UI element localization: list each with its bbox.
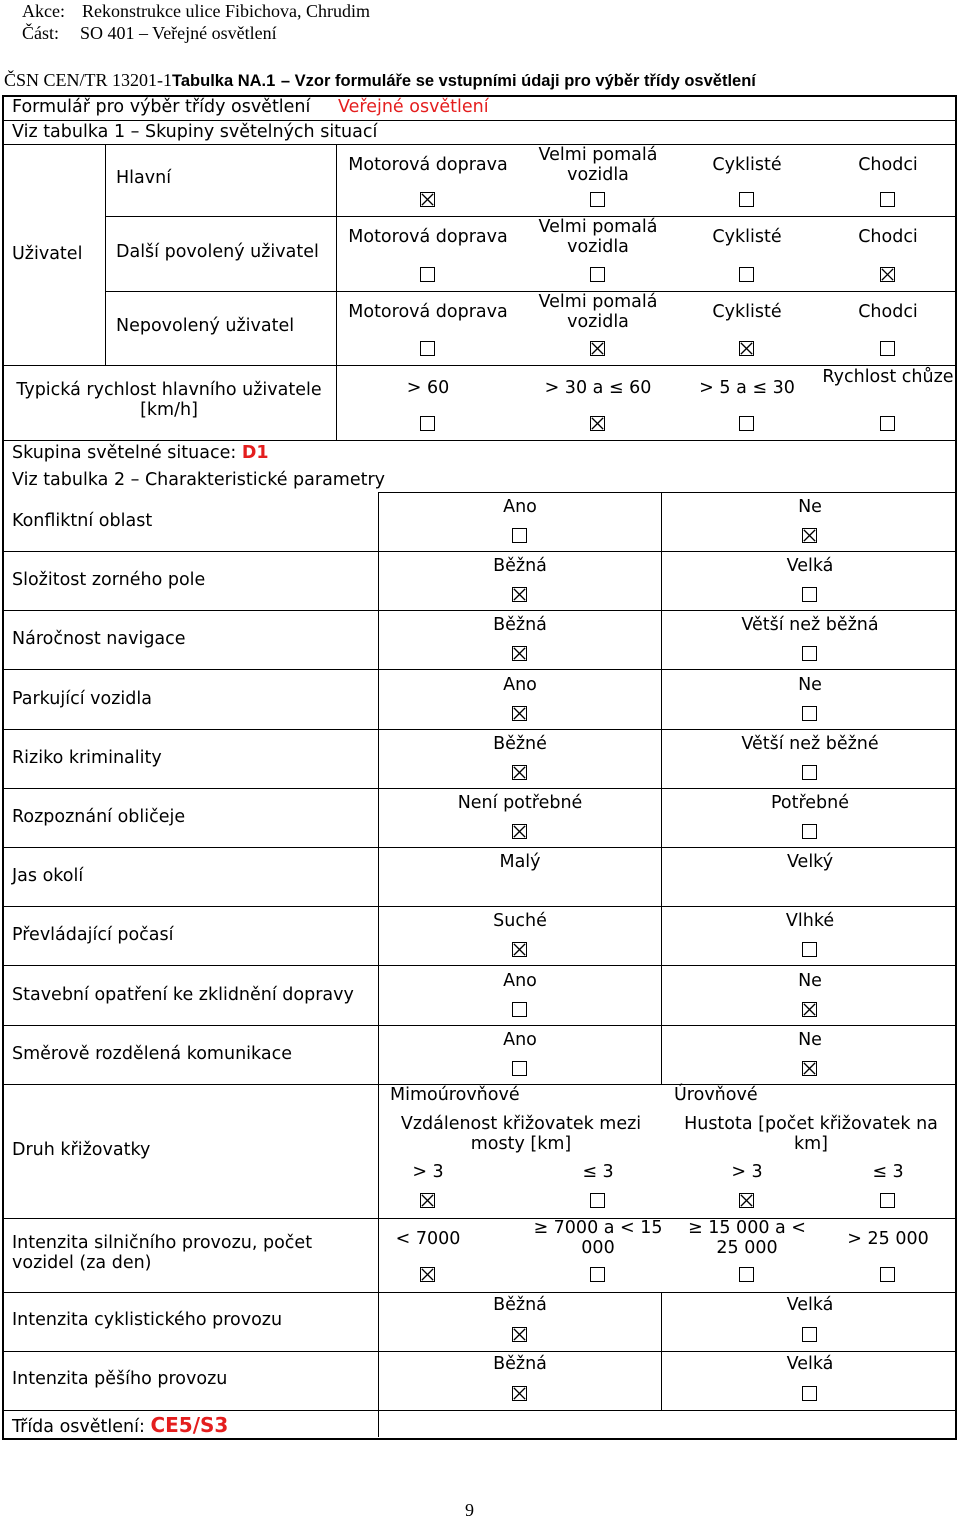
user-col-label: Motorová doprava: [348, 155, 508, 175]
standard-heading: [4, 70, 756, 91]
pedestrians-checkbox-a[interactable]: [512, 1386, 527, 1401]
form-value: Veřejné osvětlení: [338, 97, 489, 117]
param-option-a: Ano: [503, 674, 537, 695]
param-label: Náročnost navigace: [12, 629, 186, 650]
user-col-label: Motorová doprava: [348, 302, 508, 322]
crossing-checkbox[interactable]: [880, 1193, 895, 1208]
user-col-label: Cyklisté: [712, 155, 782, 175]
traffic-option: > 25 000: [847, 1229, 929, 1249]
param-option-b: Ne: [798, 970, 822, 991]
param-checkbox-b[interactable]: [802, 942, 817, 957]
user-checkbox[interactable]: [420, 267, 435, 282]
traffic-checkbox[interactable]: [590, 1267, 605, 1282]
param-checkbox-a[interactable]: [512, 1002, 527, 1017]
param-checkbox-b[interactable]: [802, 646, 817, 661]
page-number: 9: [465, 1500, 474, 1520]
crossing-option: ≤ 3: [872, 1162, 904, 1182]
pedestrians-checkbox-b[interactable]: [802, 1386, 817, 1401]
param-option-b: Velký: [786, 852, 834, 873]
param-option-a: Běžné: [493, 733, 547, 754]
table1-ref: Viz tabulka 1 – Skupiny světelných situací: [12, 122, 378, 142]
param-checkbox-b[interactable]: [802, 587, 817, 602]
param-checkbox-b[interactable]: [802, 706, 817, 721]
standard-code: ČSN CEN/TR 13201-1: [4, 70, 173, 90]
situation-label: Skupina světelné situace:: [12, 443, 237, 463]
param-checkbox-a[interactable]: [512, 1061, 527, 1076]
user-col-label: Cyklisté: [712, 302, 782, 322]
param-label: Rozpoznání obličeje: [12, 807, 186, 827]
cyclists-checkbox-b[interactable]: [802, 1327, 817, 1342]
param-option-a: Suché: [493, 911, 547, 932]
user-col-label: Velmi pomalá vozidla: [538, 145, 658, 186]
standard-title: – Vzor formuláře se vstupními údaji pro výběr třídy osvětlení: [280, 72, 756, 90]
crossings-label: Druh křižovatky: [12, 1140, 151, 1160]
param-checkbox-a[interactable]: [512, 942, 527, 957]
crossings-type-b: Úrovňové: [674, 1085, 758, 1105]
speed-checkbox[interactable]: [590, 416, 605, 431]
param-label: Směrově rozdělená komunikace: [12, 1043, 292, 1064]
user-checkbox[interactable]: [420, 192, 435, 207]
pedestrians-option-b: Velká: [786, 1354, 834, 1374]
user-col-label: Chodci: [858, 302, 918, 322]
crossing-option: ≤ 3: [582, 1162, 614, 1182]
crossing-option: > 3: [412, 1162, 444, 1182]
speed-option: > 60: [406, 378, 450, 398]
pedestrians-option-a: Běžná: [493, 1354, 547, 1374]
user-col-label: Chodci: [858, 227, 918, 247]
user-col-label: Chodci: [858, 155, 918, 175]
user-col-label: Motorová doprava: [348, 227, 508, 247]
param-checkbox-a[interactable]: [512, 646, 527, 661]
user-checkbox[interactable]: [880, 267, 895, 282]
param-option-a: Ano: [503, 970, 537, 991]
user-checkbox[interactable]: [880, 341, 895, 356]
param-checkbox-a[interactable]: [512, 587, 527, 602]
result-value: CE5/S3: [150, 1413, 229, 1437]
param-checkbox-b[interactable]: [802, 765, 817, 780]
traffic-checkbox[interactable]: [739, 1267, 754, 1282]
param-checkbox-a[interactable]: [512, 528, 527, 543]
param-checkbox-a[interactable]: [512, 824, 527, 839]
traffic-label: Intenzita silničního provozu, počet vozidel (za den): [12, 1233, 313, 1274]
user-checkbox[interactable]: [420, 341, 435, 356]
user-checkbox[interactable]: [739, 192, 754, 207]
user-col-label: Velmi pomalá vozidla: [538, 292, 658, 333]
param-option-b: Ne: [798, 674, 822, 695]
param-checkbox-b[interactable]: [802, 1061, 817, 1076]
crossings-sub-a: Vzdálenost křižovatek mezi mosty [km]: [400, 1114, 642, 1155]
akce-value: Rekonstrukce ulice Fibichova, Chrudim: [82, 1, 370, 21]
param-checkbox-b[interactable]: [802, 824, 817, 839]
result-heading: [12, 1414, 228, 1437]
param-option-a: Malý: [499, 852, 541, 873]
akce-label: Akce:: [22, 1, 65, 21]
param-option-a: Ano: [503, 497, 537, 517]
traffic-checkbox[interactable]: [420, 1267, 435, 1282]
user-checkbox[interactable]: [739, 267, 754, 282]
speed-checkbox[interactable]: [880, 416, 895, 431]
user-row-label: Další povolený uživatel: [116, 241, 319, 262]
user-col-label: Cyklisté: [712, 227, 782, 247]
speed-label: Typická rychlost hlavního uživatele [km/h]: [16, 380, 322, 421]
param-option-b: Ne: [798, 1029, 822, 1050]
speed-checkbox[interactable]: [420, 416, 435, 431]
crossing-checkbox[interactable]: [739, 1193, 754, 1208]
traffic-option: < 7000: [395, 1229, 461, 1249]
cyclists-checkbox-a[interactable]: [512, 1327, 527, 1342]
cast-value: SO 401 – Veřejné osvětlení: [80, 23, 277, 43]
traffic-checkbox[interactable]: [880, 1267, 895, 1282]
param-option-a: Není potřebné: [457, 793, 583, 813]
param-option-b: Ne: [798, 497, 822, 517]
cyclists-label: Intenzita cyklistického provozu: [12, 1310, 283, 1330]
cyclists-option-b: Velká: [786, 1295, 834, 1315]
param-label: Jas okolí: [12, 866, 84, 887]
param-option-b: Potřebné: [770, 793, 850, 813]
speed-option: > 5 a ≤ 30: [699, 378, 795, 398]
situation-heading: [12, 443, 269, 463]
param-label: Převládající počasí: [12, 925, 174, 946]
speed-option: > 30 a ≤ 60: [544, 378, 652, 398]
user-col-label: Velmi pomalá vozidla: [538, 217, 658, 258]
crossings-sub-b: Hustota [počet křižovatek na km]: [684, 1114, 938, 1155]
param-label: Složitost zorného pole: [12, 570, 206, 591]
param-label: Konfliktní oblast: [12, 511, 153, 531]
pedestrians-label: Intenzita pěšího provozu: [12, 1369, 228, 1389]
param-checkbox-b[interactable]: [802, 528, 817, 543]
param-checkbox-a[interactable]: [512, 765, 527, 780]
cast-label: Část:: [22, 23, 60, 43]
standard-table: Tabulka NA.1: [172, 72, 276, 90]
param-option-b: Větší než běžná: [741, 615, 879, 636]
param-checkbox-a[interactable]: [512, 706, 527, 721]
param-option-b: Větší než běžné: [741, 733, 879, 754]
param-label: Riziko kriminality: [12, 747, 162, 768]
situation-value: D1: [241, 443, 269, 463]
traffic-option: ≥ 7000 a < 15 000: [533, 1218, 663, 1259]
user-checkbox[interactable]: [590, 192, 605, 207]
speed-checkbox[interactable]: [739, 416, 754, 431]
user-checkbox[interactable]: [880, 192, 895, 207]
result-label: Třída osvětlení:: [12, 1417, 145, 1437]
user-row-label: Nepovolený uživatel: [116, 316, 295, 336]
crossing-option: > 3: [731, 1162, 763, 1182]
user-checkbox[interactable]: [590, 267, 605, 282]
speed-option: Rychlost chůze: [822, 367, 954, 387]
traffic-option: ≥ 15 000 a < 25 000: [688, 1218, 806, 1259]
form-label: Formulář pro výběr třídy osvětlení: [12, 97, 311, 117]
crossing-checkbox[interactable]: [420, 1193, 435, 1208]
param-option-a: Běžná: [493, 556, 547, 577]
param-option-b: Vlhké: [785, 911, 835, 932]
param-checkbox-b[interactable]: [802, 1002, 817, 1017]
table2-ref: Viz tabulka 2 – Charakteristické parametry: [12, 470, 386, 490]
param-option-a: Ano: [503, 1029, 537, 1050]
user-checkbox[interactable]: [590, 341, 605, 356]
user-row-label: Hlavní: [116, 168, 172, 188]
param-label: Stavební opatření ke zklidnění dopravy: [12, 984, 354, 1005]
cyclists-option-a: Běžná: [493, 1295, 547, 1315]
crossings-type-a: Mimoúrovňové: [390, 1085, 520, 1105]
crossing-checkbox[interactable]: [590, 1193, 605, 1208]
user-checkbox[interactable]: [739, 341, 754, 356]
param-label: Parkující vozidla: [12, 688, 152, 709]
param-option-b: Velká: [786, 556, 834, 577]
user-label: Uživatel: [12, 244, 83, 264]
param-option-a: Běžná: [493, 615, 547, 636]
